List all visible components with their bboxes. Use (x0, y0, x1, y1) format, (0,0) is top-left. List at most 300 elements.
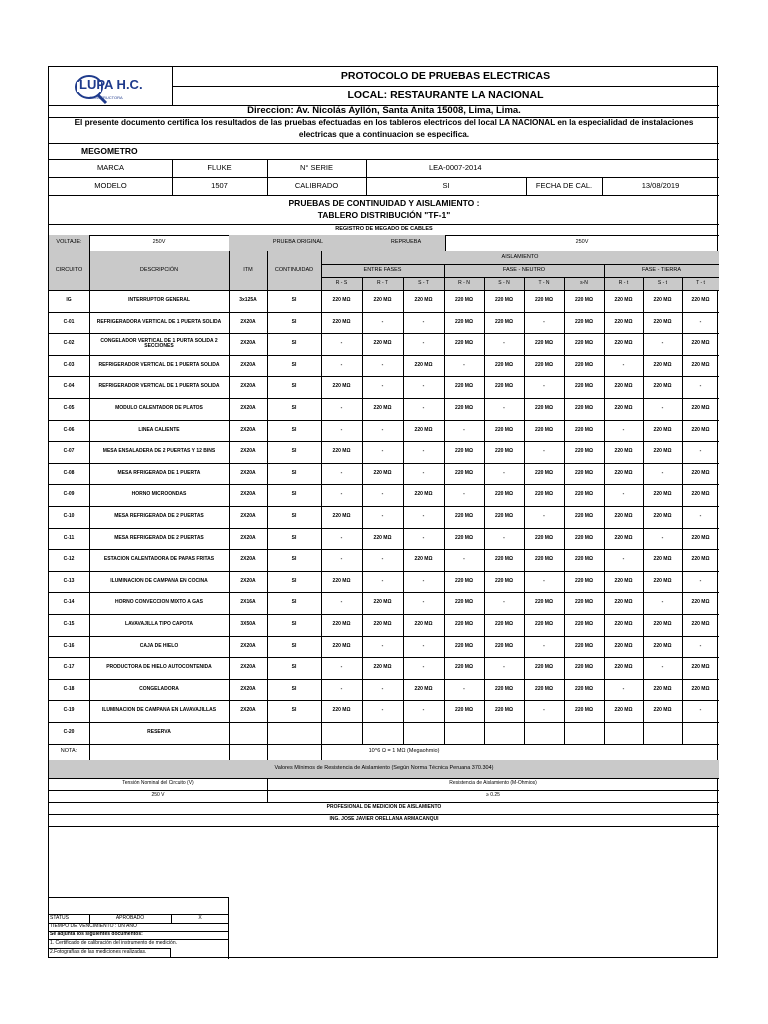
insulation-value: 220 MΩ (653, 578, 672, 585)
logo-text: LUPA H.C. (79, 77, 143, 92)
insulation-value: - (422, 513, 425, 520)
insulation-value: 220 MΩ (455, 448, 473, 455)
insulation-value: 220 MΩ (373, 297, 392, 304)
insulation-value: 220 MΩ (455, 319, 473, 326)
itm-value: 2X20A (240, 427, 256, 434)
document-2: 2.Fotografías de las mediciones realizadas. (49, 948, 171, 957)
marca-value: FLUKE (207, 163, 232, 173)
insulation-value: - (661, 470, 664, 477)
continuity-value (267, 722, 321, 744)
insulation-value: - (340, 686, 343, 693)
insulation-value: - (381, 448, 384, 455)
fecha-value: 13/08/2019 (641, 181, 680, 191)
insulation-value: - (503, 470, 505, 477)
adjunta-text: Se adjunta los siguientes documentos: (50, 931, 143, 938)
instrument-title: MEGOMETRO (81, 145, 138, 156)
insulation-value: 220 MΩ (414, 621, 433, 628)
insulation-value: 220 MΩ (575, 686, 593, 693)
insulation-value: - (340, 470, 343, 477)
circuit-description: MESA REFRIGERADA DE 2 PUERTAS (114, 513, 204, 520)
insulation-value: 220 MΩ (575, 340, 593, 347)
voltaje-value: 250V (152, 239, 166, 246)
itm-value: 2X20A (240, 686, 256, 693)
insulation-value: 220 MΩ (414, 297, 433, 304)
insulation-value: 220 MΩ (373, 340, 392, 347)
insulation-value: 220 MΩ (535, 297, 553, 304)
col-continuidad: CONTINUIDAD (274, 266, 314, 273)
itm-value: 2X20A (240, 707, 256, 714)
insulation-value: 220 MΩ (575, 513, 593, 520)
insulation-value: - (463, 556, 465, 563)
insulation-value: 220 MΩ (653, 707, 672, 714)
itm-value: 2X20A (240, 383, 256, 390)
insulation-value: 220 MΩ (575, 362, 593, 369)
insulation-value: 220 MΩ (455, 621, 473, 628)
insulation-value: - (340, 599, 343, 606)
insulation-value: - (422, 319, 425, 326)
itm-value: 2X20A (240, 535, 256, 542)
vencimiento-text: TIEMPO DE VENCIMIENTO : UN AÑO (50, 923, 137, 930)
insulation-value: 220 MΩ (373, 535, 392, 542)
insulation-value: 220 MΩ (332, 707, 351, 714)
insulation-value: 220 MΩ (614, 405, 633, 412)
insulation-value: 220 MΩ (455, 664, 473, 671)
insulation-value: - (422, 707, 425, 714)
insulation-value: 220 MΩ (332, 578, 351, 585)
insulation-value: - (422, 643, 425, 650)
insulation-value: - (622, 362, 625, 369)
circuit-id: C-20 (63, 729, 75, 736)
insulation-value: 220 MΩ (691, 556, 710, 563)
insulation-value: 220 MΩ (575, 621, 593, 628)
insulation-value: 220 MΩ (653, 297, 672, 304)
insulation-value: - (463, 686, 465, 693)
continuity-value: SI (291, 599, 297, 606)
insulation-value: 220 MΩ (575, 405, 593, 412)
insulation-value: 220 MΩ (653, 383, 672, 390)
insulation-value: - (422, 578, 425, 585)
col-fase-tierra: FASE - TIERRA (641, 266, 682, 273)
insulation-value: 220 MΩ (614, 513, 633, 520)
insulation-value (403, 722, 444, 744)
insulation-value: 220 MΩ (614, 664, 633, 671)
valores-minimos-title: Valores Mínimos de Resistencia de Aislamiento (Según Norma Técnica Peruana 370.304) (49, 760, 719, 778)
insulation-value: 220 MΩ (495, 491, 513, 498)
circuit-id: C-11 (63, 535, 75, 542)
circuit-id: C-14 (63, 599, 75, 606)
insulation-value: 220 MΩ (535, 621, 553, 628)
insulation-value: 220 MΩ (373, 470, 392, 477)
insulation-value: - (503, 405, 505, 412)
insulation-value: 220 MΩ (614, 340, 633, 347)
modelo-value: 1507 (211, 181, 228, 191)
insulation-value: - (622, 491, 625, 498)
itm-value: 2X20A (240, 643, 256, 650)
certification-line-1: El presente documento certifica los resultados de las pruebas efectuadas en los tableros electricos del local LA NACIONAL en la especialidad de instalaciones (74, 117, 694, 127)
insulation-value: 220 MΩ (691, 535, 710, 542)
insulation-value: - (622, 686, 625, 693)
circuit-description: CONGELADORA (139, 686, 179, 693)
circuit-description: LINEA CALIENTE (138, 427, 180, 434)
insulation-value: 220 MΩ (535, 556, 553, 563)
calibrado-value: SI (442, 181, 450, 191)
insulation-value: 220 MΩ (691, 427, 710, 434)
insulation-value: - (381, 513, 384, 520)
insulation-value: 220 MΩ (455, 513, 473, 520)
insulation-value (564, 722, 604, 744)
itm-value: 3x125A (239, 297, 257, 304)
reprueba-value: 250V (575, 239, 589, 246)
insulation-value: 220 MΩ (614, 578, 633, 585)
test-title-2: TABLERO DISTRIBUCIÓN "TF-1" (317, 209, 451, 220)
status-value: APROBADO (115, 914, 145, 921)
insulation-value: 220 MΩ (455, 405, 473, 412)
insulation-value: - (340, 362, 343, 369)
circuit-description: MESA RFRIGERADA DE 1 PUERTA (117, 470, 201, 477)
insulation-value: - (381, 686, 384, 693)
insulation-value: 220 MΩ (495, 621, 513, 628)
insulation-value: 220 MΩ (575, 319, 593, 326)
circuit-description: CONGELADOR VERTICAL DE 1 PURTA SOLIDA 2 SECCIONES (100, 337, 218, 349)
insulation-value: 220 MΩ (495, 448, 513, 455)
insulation-value (643, 722, 682, 744)
insulation-value: 220 MΩ (495, 319, 513, 326)
insulation-value: - (381, 427, 384, 434)
continuity-value: SI (291, 340, 297, 347)
continuity-value: SI (291, 383, 297, 390)
insulation-value: - (422, 340, 425, 347)
insulation-value: 220 MΩ (691, 491, 710, 498)
insulation-value (604, 722, 643, 744)
col-circuito: CIRCUITO (55, 266, 83, 273)
insulation-value: - (340, 340, 343, 347)
insulation-value: - (543, 383, 545, 390)
itm-value: 2X20A (240, 362, 256, 369)
col-sub-7: R - t (618, 279, 629, 286)
circuit-description: REFRIGERADOR VERTICAL DE 1 PUERTA SOLIDA (98, 383, 220, 390)
insulation-value: - (340, 491, 343, 498)
insulation-value: 220 MΩ (691, 340, 710, 347)
insulation-value: 220 MΩ (691, 599, 710, 606)
continuity-value: SI (291, 643, 297, 650)
insulation-value: 220 MΩ (575, 643, 593, 650)
insulation-value (484, 722, 524, 744)
insulation-value: 220 MΩ (575, 599, 593, 606)
circuit-description: MESA ENSALADERA DE 2 PUERTAS Y 12 BINS (102, 448, 216, 455)
insulation-value (321, 722, 362, 744)
insulation-value: - (699, 578, 702, 585)
itm-value: 2X16A (240, 599, 256, 606)
insulation-value: - (543, 448, 545, 455)
insulation-value: 220 MΩ (495, 513, 513, 520)
logo (49, 67, 172, 105)
insulation-value: 220 MΩ (653, 491, 672, 498)
voltaje-label: VOLTAJE: (49, 235, 89, 251)
insulation-value: 220 MΩ (455, 535, 473, 542)
continuity-value: SI (291, 707, 297, 714)
circuit-id: C-12 (63, 556, 75, 563)
insulation-value: 220 MΩ (653, 686, 672, 693)
insulation-value: - (622, 556, 625, 563)
insulation-value: 220 MΩ (653, 448, 672, 455)
circuit-id: C-16 (63, 643, 75, 650)
insulation-value: 220 MΩ (535, 427, 553, 434)
insulation-value: 220 MΩ (535, 405, 553, 412)
protocol-sheet (48, 66, 718, 958)
insulation-value: 220 MΩ (614, 535, 633, 542)
insulation-value: - (422, 535, 425, 542)
resistencia-value: ≥ 0.25 (486, 792, 500, 799)
insulation-value: 220 MΩ (332, 319, 351, 326)
insulation-value: 220 MΩ (614, 297, 633, 304)
col-sub-9: T - t (696, 279, 705, 286)
insulation-value: 220 MΩ (373, 405, 392, 412)
insulation-value: - (699, 707, 702, 714)
itm-value: 2X20A (240, 470, 256, 477)
nota-label: NOTA: (60, 748, 78, 755)
insulation-value: - (699, 448, 702, 455)
col-sub-1: R - T (376, 279, 389, 286)
insulation-value: 220 MΩ (414, 491, 433, 498)
insulation-value: 220 MΩ (414, 427, 433, 434)
document-1: 1. Certificado de calibración del instrumento de medición. (50, 939, 178, 946)
col-aislamiento: AISLAMIENTO (501, 253, 539, 260)
col-sub-0: R - S (335, 279, 348, 286)
continuity-value: SI (291, 427, 297, 434)
insulation-value: 220 MΩ (653, 621, 672, 628)
circuit-id: C-03 (63, 362, 75, 369)
insulation-value: - (422, 664, 425, 671)
insulation-value: 220 MΩ (414, 556, 433, 563)
insulation-value: - (699, 319, 702, 326)
circuit-id: C-08 (63, 470, 75, 477)
insulation-value: 220 MΩ (373, 664, 392, 671)
insulation-value: 220 MΩ (332, 448, 351, 455)
fecha-label: FECHA DE CAL. (535, 181, 593, 191)
insulation-value: 220 MΩ (653, 427, 672, 434)
insulation-value: 220 MΩ (691, 405, 710, 412)
tension-label: Tensión Nominal del Circuito (V) (122, 780, 194, 787)
insulation-value: - (699, 513, 702, 520)
insulation-value: - (463, 362, 465, 369)
insulation-value: 220 MΩ (575, 470, 593, 477)
col-sub-8: S - t (657, 279, 668, 286)
circuit-description: HORNO MICROONDAS (131, 491, 187, 498)
insulation-value: 220 MΩ (535, 535, 553, 542)
insulation-value: 220 MΩ (691, 470, 710, 477)
calibrado-label: CALIBRADO (294, 181, 339, 191)
serie-label: N° SERIE (299, 163, 333, 173)
continuity-value: SI (291, 362, 297, 369)
insulation-value: 220 MΩ (414, 686, 433, 693)
circuit-id: IG (66, 297, 72, 304)
insulation-value: 220 MΩ (614, 621, 633, 628)
continuity-value: SI (291, 664, 297, 671)
insulation-value (682, 722, 719, 744)
insulation-value: 220 MΩ (653, 362, 672, 369)
insulation-value: - (340, 664, 343, 671)
ingeniero-name: ING. JOSE JAVIER ORELLANA ARMACANQUI (329, 816, 439, 823)
circuit-id: C-02 (63, 340, 75, 347)
insulation-value: - (381, 362, 384, 369)
insulation-value: 220 MΩ (691, 664, 710, 671)
certification-line-2: electricas que a continuacion se especifica. (298, 129, 470, 139)
insulation-value: 220 MΩ (495, 707, 513, 714)
insulation-value: 220 MΩ (614, 707, 633, 714)
continuity-value: SI (291, 319, 297, 326)
address-line: Direccion: Av. Nicolás Ayllón, Santa Anita 15008, Lima, Lima. (247, 105, 521, 117)
insulation-value: - (661, 599, 664, 606)
insulation-value: 220 MΩ (455, 470, 473, 477)
col-sub-6: s-N (580, 279, 588, 286)
prueba-original-label: PRUEBA ORIGINAL (229, 235, 367, 251)
insulation-value: 220 MΩ (691, 362, 710, 369)
continuity-value: SI (291, 513, 297, 520)
insulation-value: 220 MΩ (535, 599, 553, 606)
continuity-value: SI (291, 448, 297, 455)
insulation-value: 220 MΩ (332, 621, 351, 628)
circuit-description: HORNO CONVECCION MIXTO A GAS (115, 599, 203, 606)
insulation-value: - (381, 383, 384, 390)
circuit-id: C-04 (63, 383, 75, 390)
insulation-value: 220 MΩ (575, 664, 593, 671)
nota-value: 10^6 Ω = 1 MΩ (Megaohmio) (368, 748, 440, 755)
insulation-value: 220 MΩ (653, 319, 672, 326)
circuit-id: C-15 (63, 621, 75, 628)
insulation-value: 220 MΩ (332, 643, 351, 650)
circuit-id: C-13 (63, 578, 75, 585)
insulation-value: - (422, 448, 425, 455)
continuity-value: SI (291, 535, 297, 542)
continuity-value: SI (291, 686, 297, 693)
circuit-description: ESTACION CALENTADORA DE PAPAS FRITAS (103, 556, 215, 563)
insulation-value: - (422, 383, 425, 390)
itm-value (229, 722, 267, 744)
insulation-value: - (340, 556, 343, 563)
insulation-value: 220 MΩ (653, 643, 672, 650)
insulation-value: 220 MΩ (614, 448, 633, 455)
itm-value: 2X20A (240, 556, 256, 563)
insulation-value: - (543, 578, 545, 585)
local-title: LOCAL: RESTAURANTE LA NACIONAL (347, 88, 544, 101)
circuit-description: CAJA DE HIELO (139, 643, 179, 650)
col-itm: ITM (243, 266, 253, 273)
col-fase-neutro: FASE - NEUTRO (502, 266, 546, 273)
circuit-description: REFRIGERADOR VERTICAL DE 1 PUERTA SOLIDA (98, 362, 220, 369)
itm-value: 2X20A (240, 578, 256, 585)
insulation-value: - (699, 383, 702, 390)
insulation-value: 220 MΩ (575, 578, 593, 585)
insulation-value: 220 MΩ (614, 319, 633, 326)
insulation-value: 220 MΩ (495, 643, 513, 650)
insulation-value: 220 MΩ (332, 513, 351, 520)
document-title: PROTOCOLO DE PRUEBAS ELECTRICAS (340, 69, 551, 82)
insulation-value: 220 MΩ (332, 297, 351, 304)
logo-subtext: CONSTRUCTORA (89, 95, 123, 100)
insulation-value: 220 MΩ (455, 297, 473, 304)
insulation-value: 220 MΩ (535, 362, 553, 369)
insulation-value: 220 MΩ (691, 686, 710, 693)
circuit-description: MESA REFRIGERADA DE 2 PUERTAS (114, 535, 204, 542)
tension-value: 250 V (151, 792, 165, 799)
circuit-id: C-01 (63, 319, 75, 326)
insulation-value: - (422, 470, 425, 477)
insulation-value: - (503, 664, 505, 671)
circuit-description: RESERVA (147, 729, 171, 736)
insulation-value: 220 MΩ (614, 599, 633, 606)
circuit-id: C-07 (63, 448, 75, 455)
test-title-1: PRUEBAS DE CONTINUIDAD Y AISLAMIENTO : (288, 197, 480, 208)
insulation-value: 220 MΩ (575, 491, 593, 498)
resistencia-label: Resistencia de Aislamiento (M-Ohmios) (449, 780, 537, 787)
circuit-id: C-09 (63, 491, 75, 498)
insulation-value: 220 MΩ (575, 556, 593, 563)
insulation-value: - (381, 556, 384, 563)
insulation-value: - (622, 427, 625, 434)
continuity-value: SI (291, 405, 297, 412)
insulation-value: - (543, 319, 545, 326)
status-mark: X (198, 914, 202, 921)
insulation-value: 220 MΩ (455, 340, 473, 347)
insulation-value: 220 MΩ (455, 707, 473, 714)
insulation-value: - (661, 664, 664, 671)
circuit-id: C-10 (63, 513, 75, 520)
circuit-id: C-18 (63, 686, 75, 693)
insulation-value: 220 MΩ (495, 556, 513, 563)
insulation-value: 220 MΩ (373, 599, 392, 606)
insulation-value: 220 MΩ (535, 491, 553, 498)
insulation-value: 220 MΩ (414, 362, 433, 369)
insulation-value: 220 MΩ (455, 383, 473, 390)
circuit-id: C-06 (63, 427, 75, 434)
continuity-value: SI (291, 556, 297, 563)
insulation-value: 220 MΩ (495, 362, 513, 369)
insulation-value: 220 MΩ (575, 297, 593, 304)
col-descripcion: DESCRIPCIÓN (139, 266, 179, 273)
col-entre-fases: ENTRE FASES (363, 266, 402, 273)
insulation-value (362, 722, 403, 744)
insulation-value: - (340, 405, 343, 412)
insulation-value: 220 MΩ (575, 383, 593, 390)
circuit-description: LAVAVAJILLA TIPO CAPOTA (125, 621, 193, 628)
insulation-value: - (381, 643, 384, 650)
insulation-value: 220 MΩ (373, 621, 392, 628)
insulation-value: 220 MΩ (455, 578, 473, 585)
itm-value: 2X20A (240, 513, 256, 520)
insulation-value: - (463, 427, 465, 434)
insulation-value: - (503, 599, 505, 606)
insulation-value: 220 MΩ (653, 556, 672, 563)
insulation-value: 220 MΩ (691, 621, 710, 628)
circuit-description: MODULO CALENTADOR DE PLATOS (115, 405, 203, 412)
col-sub-3: R - N (458, 279, 470, 286)
insulation-value: 220 MΩ (455, 643, 473, 650)
insulation-value (444, 722, 484, 744)
continuity-value: SI (291, 470, 297, 477)
insulation-value: - (381, 319, 384, 326)
insulation-value: 220 MΩ (575, 535, 593, 542)
insulation-value: - (699, 643, 702, 650)
circuit-id: C-17 (63, 664, 75, 671)
insulation-value: 220 MΩ (614, 383, 633, 390)
insulation-value: - (661, 340, 664, 347)
insulation-value: 220 MΩ (495, 578, 513, 585)
insulation-value: - (340, 427, 343, 434)
insulation-value: 220 MΩ (495, 427, 513, 434)
circuit-id: C-05 (63, 405, 75, 412)
circuit-description: ILUMINACION DE CAMPANA EN COCINA (110, 578, 208, 585)
status-label: STATUS (50, 914, 69, 921)
